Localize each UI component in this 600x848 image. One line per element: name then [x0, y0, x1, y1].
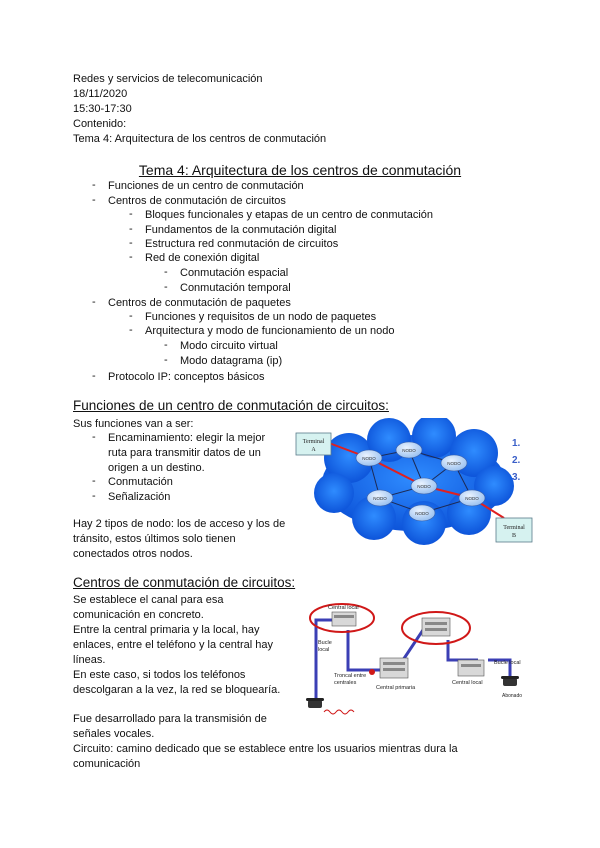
number-3: 3.	[512, 472, 521, 483]
outline-item: Conmutación espacial	[180, 267, 289, 279]
outline-item: Bloques funcionales y etapas de un centro de conmutación	[145, 209, 434, 221]
node-label: NODO	[447, 461, 461, 466]
outline-item: Conmutación temporal	[180, 282, 291, 294]
list-item: Conmutación	[108, 476, 173, 488]
content-label: Contenido:	[73, 118, 127, 130]
outline-item: Funciones de un centro de conmutación	[108, 180, 304, 192]
node-label: NODO	[402, 448, 416, 453]
section2-line: enlaces, entre el teléfono y la central hay	[73, 639, 273, 651]
section1-heading: Funciones de un centro de conmutación de circuitos:	[73, 398, 389, 413]
outline-item: Funciones y requisitos de un nodo de paquetes	[145, 311, 377, 323]
node-label: NODO	[362, 456, 376, 461]
signal-wave	[324, 710, 354, 714]
section1-para-line: conectados otros nodos.	[73, 548, 193, 560]
troncal-label2: centrales	[334, 680, 357, 686]
section2-heading: Centros de conmutación de circuitos:	[73, 575, 296, 590]
list-item: origen a un destino.	[108, 462, 205, 474]
section2-line: Entre la central primaria y la local, hay	[73, 624, 260, 636]
section1-intro: Sus funciones van a ser:	[73, 418, 194, 430]
node-label: NODO	[465, 496, 479, 501]
time-line: 15:30-17:30	[73, 103, 132, 115]
date-line: 18/11/2020	[73, 88, 128, 100]
troncal-label: Troncal entre	[334, 673, 367, 679]
telephone-icon-right	[501, 676, 519, 686]
section2-line: En este caso, si todos los teléfonos	[73, 669, 246, 681]
terminal-a-label: Terminal	[302, 439, 325, 445]
terminal-a-box	[296, 433, 331, 455]
terminal-a-letter: A	[311, 447, 316, 453]
central-primaria-label: Central primaria	[376, 685, 416, 691]
number-2: 2.	[512, 455, 521, 466]
section2-line: comunicación	[73, 758, 141, 770]
course-line: Redes y servicios de telecomunicación	[73, 73, 263, 85]
outline-item: Estructura red conmutación de circuitos	[145, 238, 339, 250]
bucle-local-right-label: Bucle local	[494, 660, 521, 666]
list-item: ruta para transmitir datos de un	[108, 447, 261, 459]
central-local-top	[332, 612, 356, 626]
bucle-local-left-label: Bucle	[318, 640, 332, 646]
outline-item: Arquitectura y modo de funcionamiento de un nodo	[145, 325, 395, 337]
topic-line: Tema 4: Arquitectura de los centros de conmutación	[73, 133, 327, 145]
outline-item: Modo datagrama (ip)	[180, 355, 283, 367]
list-item: Encaminamiento: elegir la mejor	[108, 432, 266, 444]
terminal-b-letter: B	[511, 533, 517, 539]
outline-item: Modo circuito virtual	[180, 340, 278, 352]
node-label: NODO	[417, 484, 431, 489]
network-cloud-diagram	[294, 418, 534, 548]
node-label: NODO	[415, 511, 429, 516]
node-label: NODO	[373, 496, 387, 501]
outline-item: Red de conexión digital	[145, 252, 260, 264]
outline-item: Fundamentos de la conmutación digital	[145, 224, 337, 236]
number-1: 1.	[512, 438, 521, 449]
outline-item: Protocolo IP: conceptos básicos	[108, 371, 265, 383]
section1-para-line: tránsito, estos últimos solo tienen	[73, 533, 236, 545]
outline-item: Centros de conmutación de circuitos	[108, 195, 286, 207]
section2-line: descolgaran a la vez, la red se bloquearía.	[73, 684, 281, 696]
circuit-diagram	[298, 600, 530, 720]
outline-item: Centros de conmutación de paquetes	[108, 297, 291, 309]
page-title: Tema 4: Arquitectura de los centros de conmutación	[138, 162, 462, 178]
section2-line: Circuito: camino dedicado que se establece entre los usuarios mientras dura la	[73, 743, 458, 755]
connection-dot	[369, 669, 375, 675]
central-local-right-box	[458, 660, 484, 676]
central-top-right	[422, 618, 450, 636]
section2-line: Se establece el canal para esa	[73, 594, 224, 606]
terminal-b-box	[496, 518, 532, 542]
terminal-b-label: Terminal	[503, 525, 525, 531]
abonado-label: Abonado	[502, 693, 523, 699]
central-local-right-label: Central local	[452, 680, 483, 686]
section2-line: señales vocales.	[73, 728, 155, 740]
central-primaria-box	[380, 658, 408, 678]
section1-para-line: Hay 2 tipos de nodo: los de acceso y los de	[73, 518, 286, 530]
bucle-local-left-label2: local	[318, 647, 330, 653]
section2-line: Fue desarrollado para la transmisión de	[73, 713, 267, 725]
section2-line: comunicación en concreto.	[73, 609, 204, 621]
central-local-top-label: Central local	[328, 605, 359, 611]
list-item: Señalización	[108, 491, 171, 503]
telephone-icon-left	[306, 698, 324, 708]
section2-line: líneas.	[73, 654, 106, 666]
